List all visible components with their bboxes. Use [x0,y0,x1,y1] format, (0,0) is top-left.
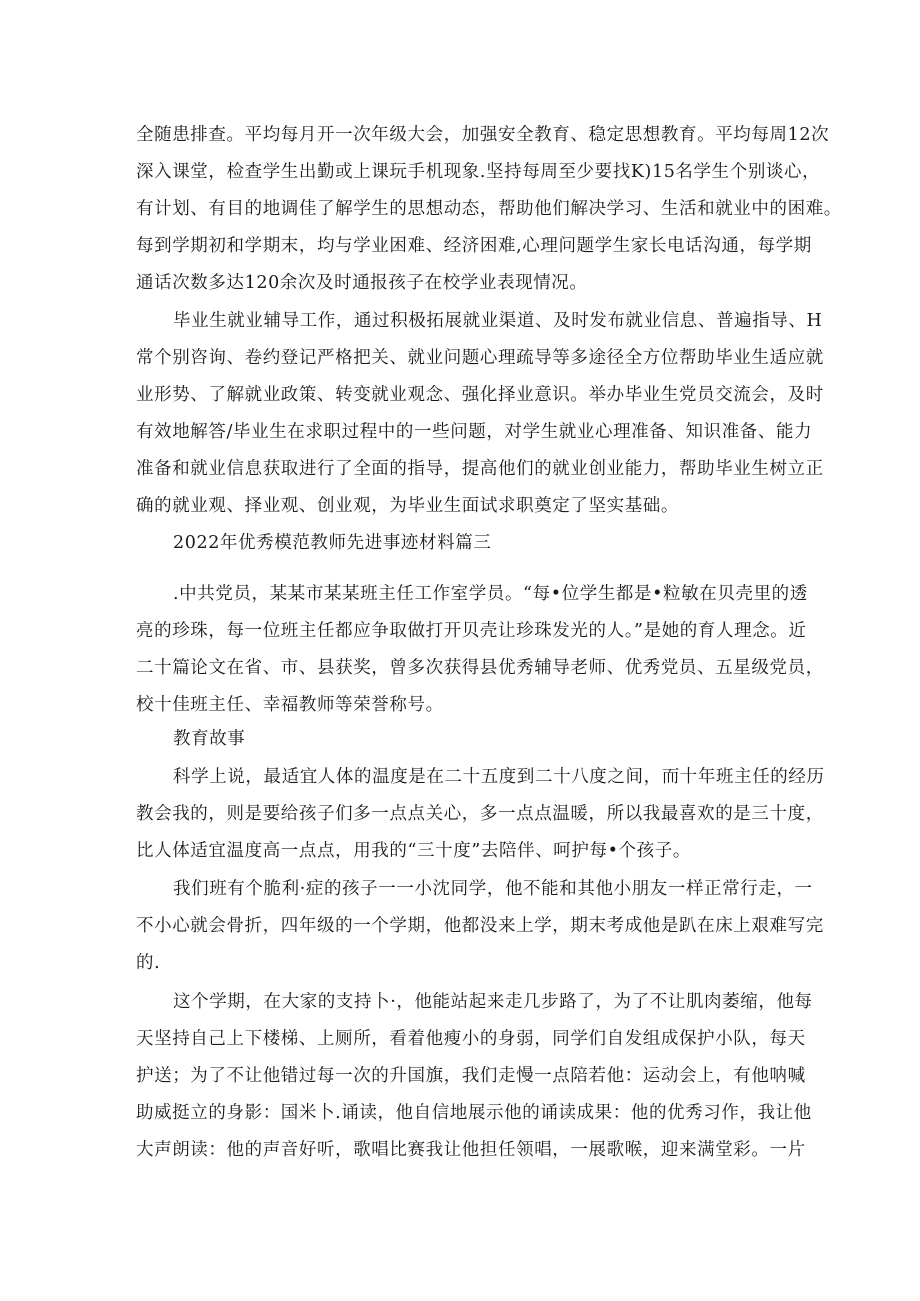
paragraph-3-line-4: 校十佳班主任、幸福教师等荣誉称号。 [136,695,444,715]
paragraph-1-line-1: 全随患排查。平均每月开一次年级大会，加强安全教育、稳定思想教育。平均每周12次 [136,125,830,145]
subheading: 教育故事 [173,729,246,749]
paragraph-6-line-5: 大声朗读：他的声音好听，歌唱比赛我让他担任领唱，一展歌喉，迎来满堂彩。一片 [136,1140,806,1160]
paragraph-1-line-4: 每到学期初和学期末，均与学业困难、经济困难,心理问题学生家长电话沟通，每学期 [136,236,812,256]
paragraph-6-line-3: 护送；为了不让他错过每一次的升国旗，我们走慢一点陪若他：运动会上，有他呐喊 [136,1066,806,1086]
paragraph-3-line-2: 亮的珍珠，每一位班主任都应争取做打开贝壳让珍珠发光的人。”是她的育人理念。近 [136,621,807,641]
paragraph-2-line-2: 常个别咨询、卷约登记严格把关、就业问题心理疏导等多途径全方位帮助毕业生适应就 [136,348,824,368]
paragraph-2-line-3: 业形势、了解就业政策、转变就业观念、强化择业意识。举办毕业生党员交流会，及时 [136,385,824,405]
paragraph-6-line-4: 助威挺立的身影：国米卜.诵读，他自信地展示他的诵读成果：他的优秀习作，我让他 [136,1103,812,1123]
paragraph-6-line-1: 这个学期，在大家的支持卜·，他能站起来走几步路了，为了不让肌肉萎缩，他每 [173,992,813,1012]
paragraph-5-line-2: 不小心就会骨折，四年级的一个学期，他都没来上学，期末考成他是趴在床上艰难写完 [136,916,824,936]
paragraph-3-line-3: 二十篇论文在省、市、县获奖，曾多次获得县优秀辅导老师、优秀党员、五星级党员， [136,658,824,678]
paragraph-1-line-5: 通话次数多达120余次及时通报孩子在校学业表现情况。 [136,273,588,293]
paragraph-4-line-3: 比人体适宜温度高一点点，用我的“三十度”去陪伴、呵护每•个孩子。 [136,841,691,861]
paragraph-5-line-3: 的. [136,953,161,973]
paragraph-5-line-1: 我们班有个脆利·症的孩子一一小沈同学，他不能和其他小朋友一样正常行走，一 [173,879,813,899]
paragraph-4-line-1: 科学上说，最适宜人体的温度是在二十五度到二十八度之间，而十年班主任的经历 [173,767,825,787]
paragraph-6-line-2: 天坚持自己上下楼梯、上厕所，看着他瘦小的身弱，同学们自发组成保护小队，每天 [136,1029,806,1049]
paragraph-2-line-4: 有效地解答/毕业生在求职过程中的一些问题，对学生就业心理准备、知识准备、能力 [136,422,813,442]
paragraph-2-line-5: 准备和就业信息获取进行了全面的指导，提高他们的就业创业能力，帮助毕业生树立正 [136,459,824,479]
paragraph-2-line-6: 确的就业观、择业观、创业观，为毕业生面试求职奠定了坚实基础。 [136,496,679,516]
paragraph-2-line-1: 毕业生就业辅导工作，通过积极拓展就业渠道、及时发布就业信息、普遍指导、H [173,311,823,331]
section-title: 2022年优秀模范教师先进事迹材料篇三 [173,533,492,553]
paragraph-4-line-2: 教会我的，则是要给孩子们多一点点关心，多一点点温暖，所以我最喜欢的是三十度， [136,804,824,824]
paragraph-3-line-1: .中共党员，某某市某某班主任工作室学员。“每•位学生都是•粒敏在贝壳里的透 [173,584,808,604]
paragraph-1-line-2: 深入课堂，检查学生出勤或上课玩手机现象.坚持每周至少要找K)15名学生个别谈心， [136,162,821,182]
paragraph-1-line-3: 有计划、有目的地调佳了解学生的思想动态，帮助他们解决学习、生活和就业中的困难。 [136,199,842,219]
